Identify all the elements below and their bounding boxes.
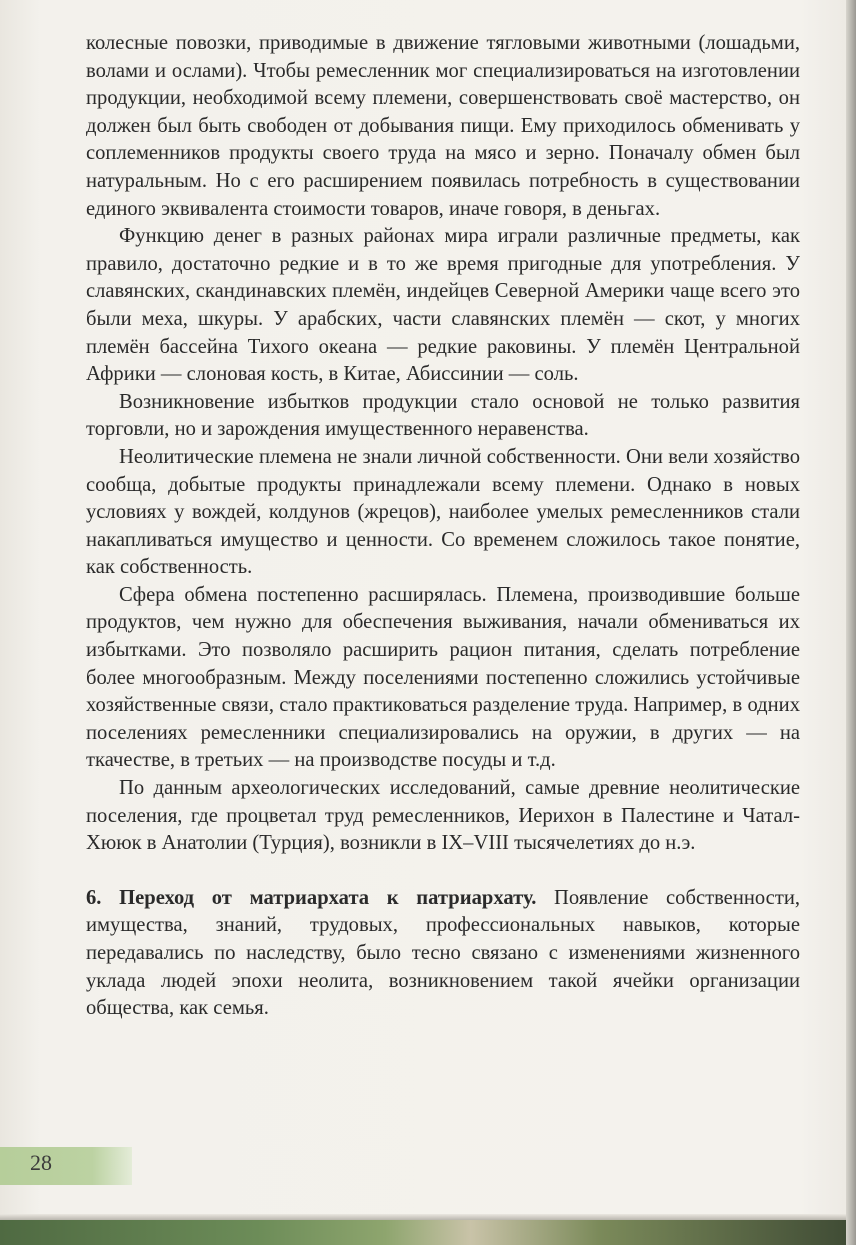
paragraph-4: Неолитические племена не знали личной собственности. Они вели хозяйство сообща, добытые продукты принадлежали всему племени. Однако в новых условиях у вождей, колдунов (жрецов), наиболее умелых ремесленников стали накапливаться имущество и ценности. Со временем сложилось такое понятие, как собственность.	[86, 445, 800, 579]
paragraph-6: По данным археологических исследований, самые древние неолитические поселения, где процветал труд ремесленников, Иерихон в Палестине и Чатал-Хююк в Анатолии (Турция), возникли в IX–VIII тысячелетиях до н.э.	[86, 777, 800, 855]
page-number: 28	[30, 1150, 52, 1175]
bottom-decorative-strip	[0, 1220, 856, 1245]
section-title: 6. Переход от матриархата к патриархату.	[86, 886, 537, 909]
page-body-text	[86, 30, 800, 1023]
paragraph-2: Функцию денег в разных районах мира играли различные предметы, как правило, достаточно редкие и в то же время пригодные для употребления. У славянских, скандинавских племён, индейцев Северной Америки чаще всего это были меха, шкуры. У арабских, части славянских племён — скот, у многих племён бассейна Тихого океана — редкие раковины. У племён Центральной Африки — слоновая кость, в Китае, Абиссинии — соль.	[86, 225, 800, 386]
page-right-edge	[846, 0, 856, 1245]
page-number-band	[0, 1147, 132, 1185]
section-paragraph	[86, 885, 800, 1023]
paragraph-3: Возникновение избытков продукции стало основой не только развития торговли, но и зарождения имущественного неравенства.	[86, 390, 800, 441]
paragraph-1: колесные повозки, приводимые в движение тягловыми животными (лошадьми, волами и ослами). Чтобы ремесленник мог специализироваться на изготовлении продукции, необходимой всему племени, совершенствовать своё мастерство, он должен был быть свободен от добывания пищи. Ему приходилось обменивать у соплеменников продукты своего труда на мясо и зерно. Поначалу обмен был натуральным. Но с его расширением появилась потребность в существовании единого эквивалента стоимости товаров, иначе говоря, в деньгах.	[86, 32, 800, 220]
section-text: Появление собственности, имущества, знаний, трудовых, профессиональных навыков, которые передавались по наследству, было тесно связано с изменениями жизненного уклада людей эпохи неолита, возникновением такой ячейки организации общества, как семья.	[86, 886, 800, 1020]
paragraph-5: Сфера обмена постепенно расширялась. Племена, производившие больше продуктов, чем нужно для обеспечения выживания, начали обмениваться их избытками. Это позволяло расширить рацион питания, сделать потребление более многообразным. Между поселениями постепенно сложились устойчивые хозяйственные связи, стало практиковаться разделение труда. Например, в одних поселениях ремесленники специализировались на оружии, в других — на ткачестве, в третьих — на производстве посуды и т.д.	[86, 583, 800, 772]
